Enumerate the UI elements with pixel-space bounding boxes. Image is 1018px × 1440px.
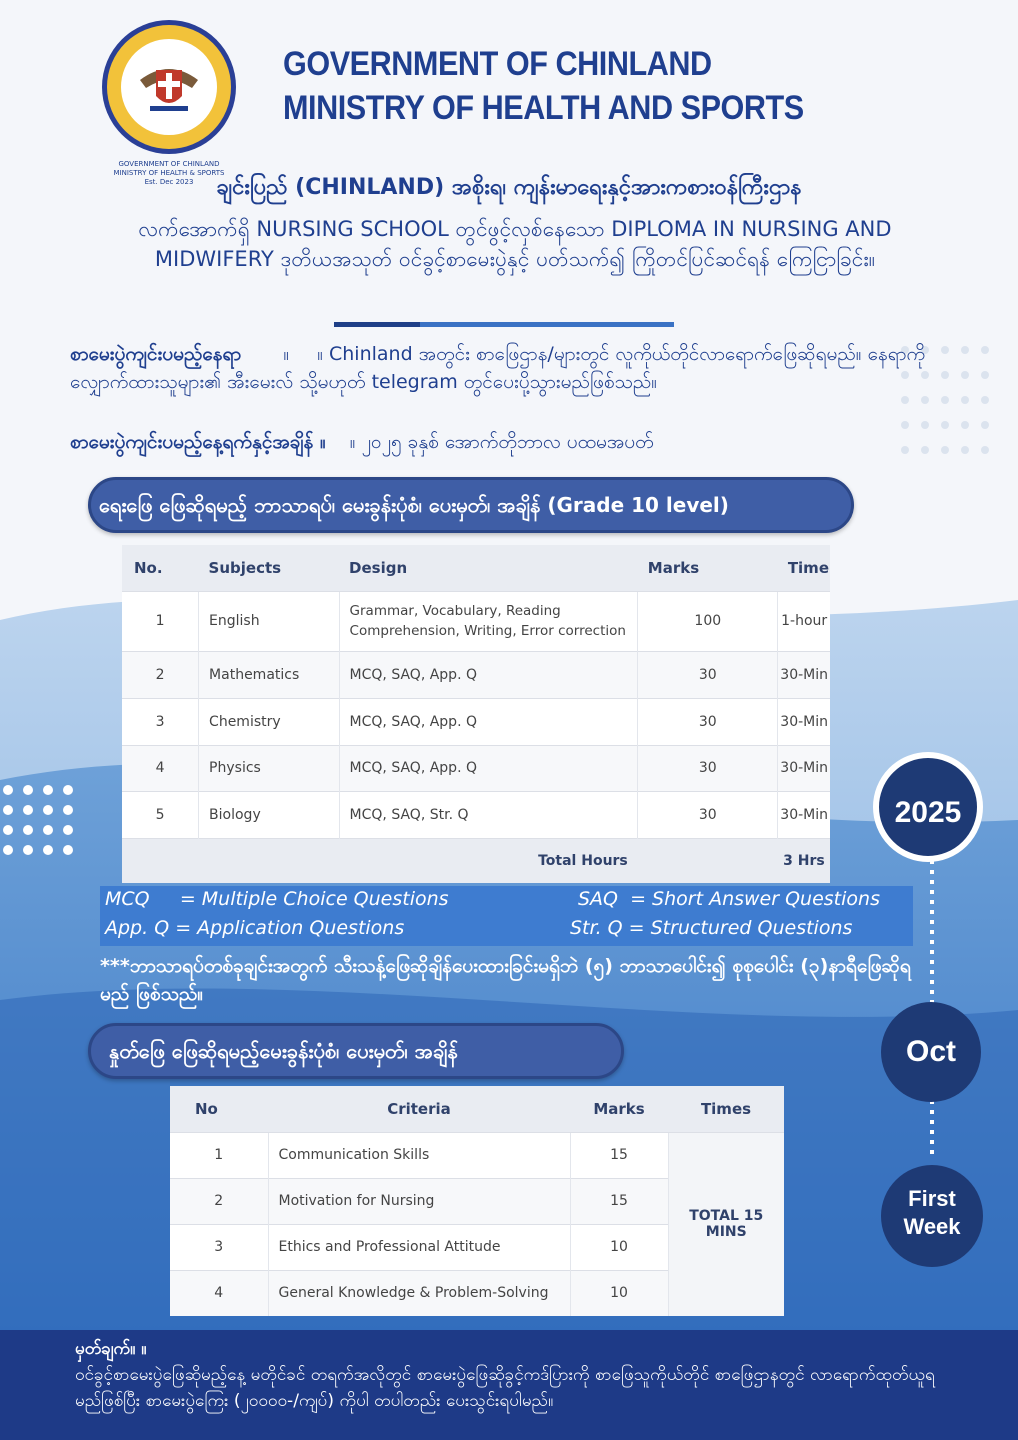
cell-subject: English [199, 591, 340, 652]
cell-subject: Physics [199, 745, 340, 792]
table-row [122, 698, 830, 745]
cell-marks: 30 [638, 652, 778, 699]
cell-criteria: Communication Skills [268, 1132, 570, 1178]
table-row [122, 591, 830, 652]
cell-marks: 15 [570, 1178, 668, 1224]
cell-marks: 10 [570, 1270, 668, 1316]
month-badge: Oct [881, 1002, 981, 1102]
table-row [122, 745, 830, 792]
week-badge [881, 1165, 983, 1267]
cell-marks: 10 [570, 1224, 668, 1270]
cell-no: 4 [122, 745, 199, 792]
cell-no: 4 [170, 1270, 268, 1316]
venue-label: စာမေးပွဲကျင်းပမည့်နေရာ [70, 343, 242, 365]
col-no: No. [122, 545, 199, 591]
cell-no: 5 [122, 792, 199, 839]
col-time: Time [778, 545, 830, 591]
cell-criteria: General Knowledge & Problem-Solving [268, 1270, 570, 1316]
cell-marks: 30 [638, 792, 778, 839]
cell-time: 30-Min [778, 652, 830, 699]
cell-design: MCQ, SAQ, App. Q [339, 652, 638, 699]
cell-time: 1-hour [778, 591, 830, 652]
footer-label: မှတ်ချက်။ ။ [75, 1339, 147, 1359]
abbreviation-legend [100, 886, 913, 946]
cell-design: MCQ, SAQ, App. Q [339, 745, 638, 792]
col-marks: Marks [638, 545, 778, 591]
cell-time: 30-Min [778, 792, 830, 839]
table-row [122, 792, 830, 839]
announcement-body: လက်အောက်ရှိ NURSING SCHOOL တွင်ဖွင့်လှစ်နေသော DIPLOMA IN NURSING AND MIDWIFERY ဒုတိယအသုတ် ဝင်ခွင့်စာမေးပွဲနှင့် ပတ်သက်၍ ကြိုတင်ပြင်ဆင်ရန် ကြေငြာခြင်း။ [138, 217, 892, 271]
footer-note [0, 1330, 1018, 1440]
total-label: Total Hours [122, 838, 638, 883]
venue-info [70, 340, 950, 396]
cell-no: 2 [170, 1178, 268, 1224]
exam-note: ***ဘာသာရပ်တစ်ခုချင်းအတွက် သီးသန့်ဖြေဆိုချိန်ပေးထားခြင်းမရှိဘဲ (၅) ဘာသာပေါင်း၍ စုစုပေါင်း (၃)နာရီဖြေဆိုရမည် ဖြစ်သည်။ [100, 955, 911, 1005]
page-title [283, 42, 913, 130]
table-row [122, 652, 830, 699]
cell-design: Grammar, Vocabulary, Reading Comprehension, Writing, Error correction [339, 591, 638, 652]
date-info [70, 428, 950, 456]
cell-marks: 30 [638, 698, 778, 745]
cell-marks: 100 [638, 591, 778, 652]
cell-marks: 30 [638, 745, 778, 792]
cell-no: 3 [122, 698, 199, 745]
oral-exam-table [170, 1086, 784, 1316]
cell-marks: 15 [570, 1132, 668, 1178]
total-value: 3 Hrs [778, 838, 830, 883]
legend-appq: App. Q = Application Questions [105, 917, 405, 939]
ministry-seal-logo [100, 18, 238, 156]
oral-exam-pill: နှုတ်ဖြေ ဖြေဆိုရမည့်မေးခွန်းပုံစံ၊ ပေးမှတ်၊ အချိန် [88, 1023, 624, 1079]
legend-mcq: MCQ = Multiple Choice Questions [105, 888, 449, 910]
cell-design: MCQ, SAQ, Str. Q [339, 792, 638, 839]
col-design: Design [339, 545, 638, 591]
venue-sep: ။ [283, 343, 290, 365]
footer-text: ဝင်ခွင့်စာမေးပွဲဖြေဆိုမည့်နေ့ မတိုင်ခင် တရက်အလိုတွင် စာမေးပွဲဖြေဆိုခွင့်ကဒ်ပြားကို စာဖြေသူကိုယ်တိုင် စာဖြေဌာနတွင် လာရောက်ထုတ်ယူရမည်ဖြစ်ပြီး စာမေးပွဲကြေး (၂၀၀၀၀-/ကျပ်) ကိုပါ တပါတည်း ပေးသွင်းရပါမည်။ [75, 1365, 935, 1411]
seal-est: Est. Dec 2023 [144, 178, 194, 186]
cell-subject: Chemistry [199, 698, 340, 745]
cell-subject: Mathematics [199, 652, 340, 699]
cell-no: 1 [122, 591, 199, 652]
cell-no: 3 [170, 1224, 268, 1270]
col-marks: Marks [570, 1086, 668, 1132]
legend-strq: Str. Q = Structured Questions [570, 917, 853, 939]
cell-criteria: Ethics and Professional Attitude [268, 1224, 570, 1270]
title-line-2: MINISTRY OF HEALTH AND SPORTS [283, 89, 804, 127]
total-row [122, 838, 830, 883]
cell-no: 1 [170, 1132, 268, 1178]
venue-text: ။ Chinland အတွင်း စာဖြေဌာန/များတွင် လူကိုယ်တိုင်လာရောက်ဖြေဆိုရမည်။ နေရာကို လျှောက်ထားသူများ၏ အီးမေးလ် သို့မဟုတ် telegram တွင်ပေးပို့သွားမည်ဖြစ်သည်။ [70, 343, 926, 393]
col-subjects: Subjects [199, 545, 340, 591]
date-label: စာမေးပွဲကျင်းပမည့်နေ့ရက်နှင့်အချိန် ။ [70, 431, 326, 453]
written-exam-table [122, 545, 830, 883]
table-row [170, 1132, 784, 1178]
cell-time: 30-Min [778, 745, 830, 792]
divider [334, 322, 674, 327]
written-exam-pill: ရေးဖြေ ဖြေဆိုရမည့် ဘာသာရပ်၊ မေးခွန်းပုံစံ၊ ပေးမှတ်၊ အချိန် (Grade 10 level) [88, 477, 854, 533]
week-line-2: Week [903, 1214, 961, 1239]
week-line-1: First [908, 1186, 956, 1211]
cell-design: MCQ, SAQ, App. Q [339, 698, 638, 745]
title-line-1: GOVERNMENT OF CHINLAND [283, 45, 712, 83]
cell-time: 30-Min [778, 698, 830, 745]
col-no: No [170, 1086, 268, 1132]
col-criteria: Criteria [268, 1086, 570, 1132]
seal-text: GOVERNMENT OF CHINLAND MINISTRY OF HEALTH & SPORTS [113, 160, 225, 177]
cell-no: 2 [122, 652, 199, 699]
cell-subject: Biology [199, 792, 340, 839]
announcement-heading: ချင်းပြည် (CHINLAND) အစိုးရ၊ ကျန်းမာရေးနှင့်အားကစားဝန်ကြီးဌာန [216, 175, 802, 200]
legend-saq: SAQ = Short Answer Questions [578, 888, 880, 910]
cell-times: TOTAL 15 MINS [668, 1132, 784, 1316]
year-badge: 2025 [873, 752, 983, 862]
date-text: ။ ၂၀၂၅ ခုနှစ် အောက်တိုဘာလ ပထမအပတ် [349, 431, 654, 453]
col-times: Times [668, 1086, 784, 1132]
cell-criteria: Motivation for Nursing [268, 1178, 570, 1224]
